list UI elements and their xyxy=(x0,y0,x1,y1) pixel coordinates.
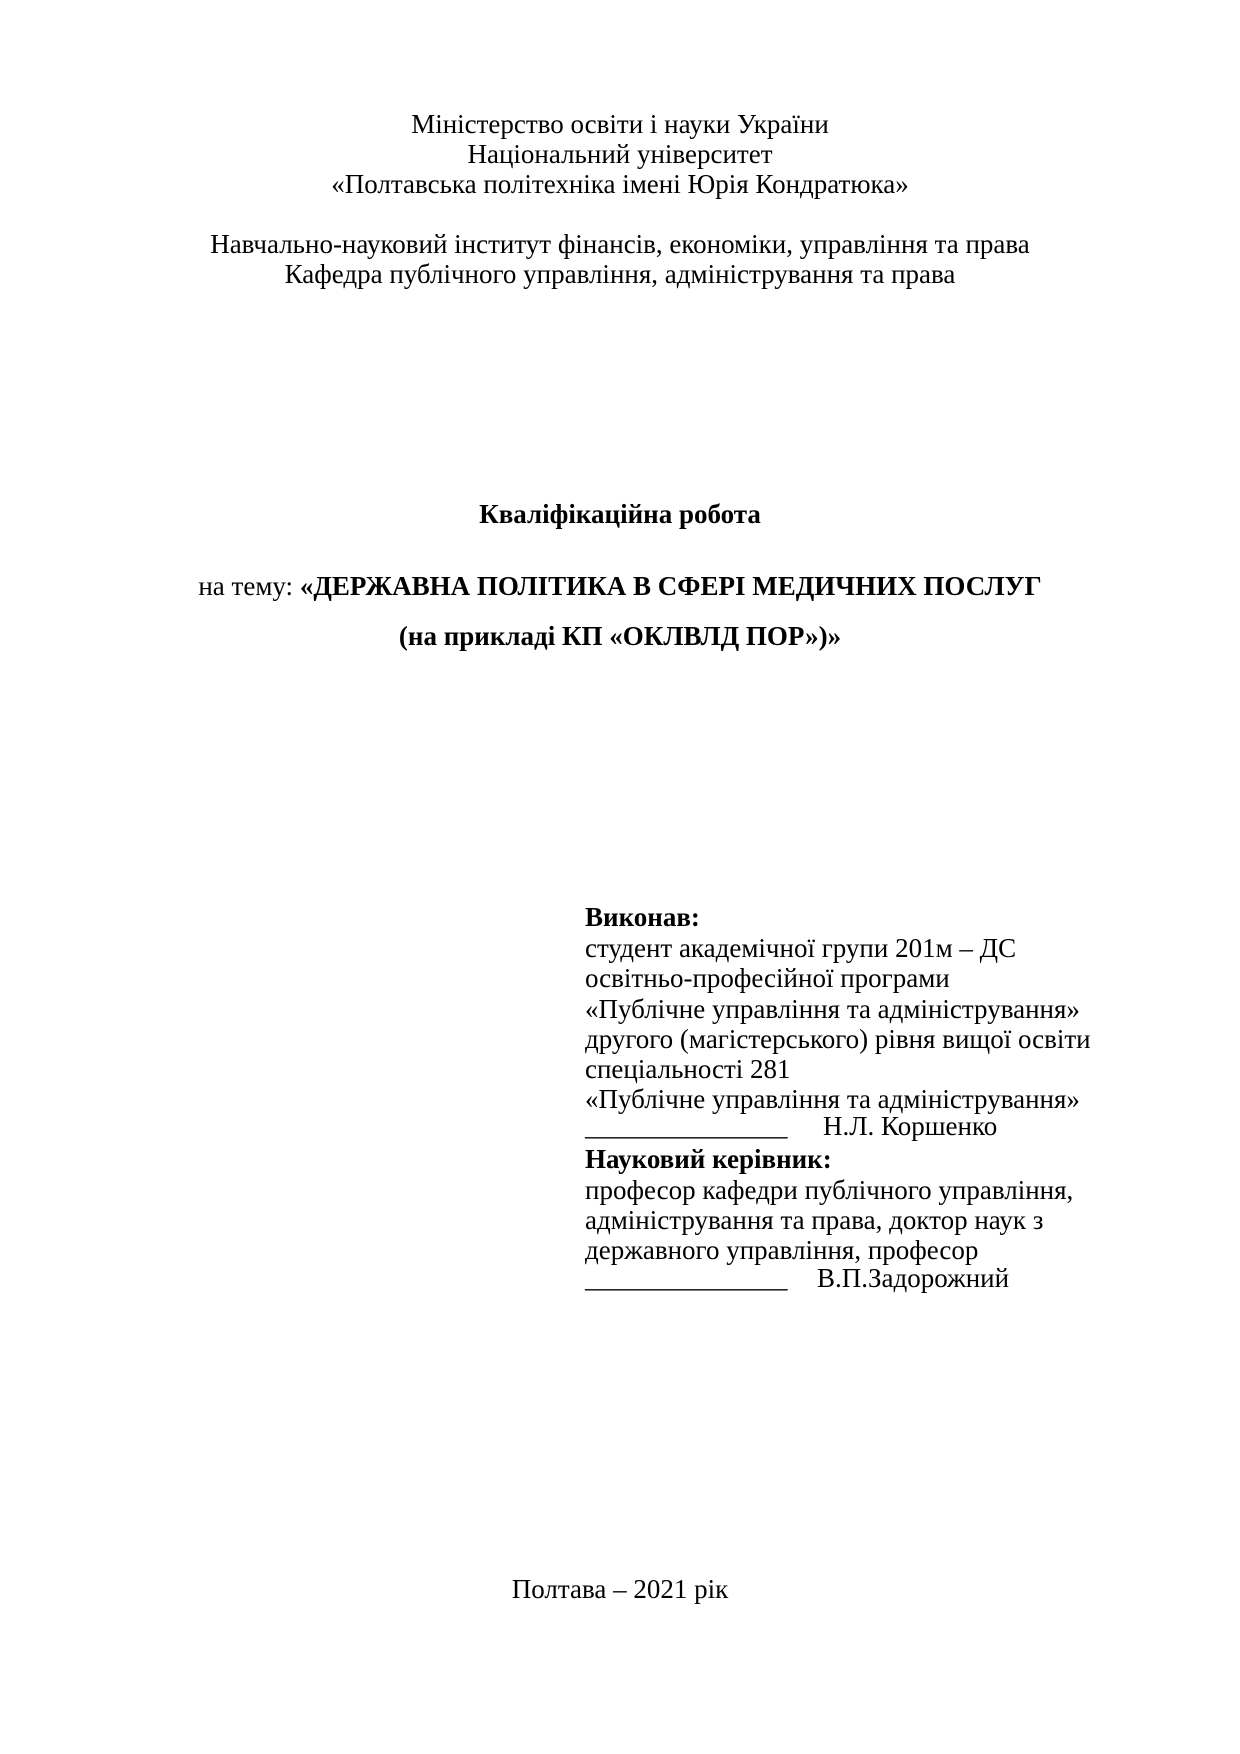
author-detail: «Публічне управління та адміністрування» xyxy=(585,1084,1080,1114)
signature-line: _______________ xyxy=(585,1111,788,1141)
supervisor-detail: державного управління, професор xyxy=(585,1235,979,1265)
author-signature-row xyxy=(585,1110,997,1142)
university-name: Національний університет xyxy=(467,139,773,169)
author-detail: студент академічної групи 201м – ДС xyxy=(585,933,1017,963)
topic-prefix: на тему: xyxy=(198,571,300,601)
topic-line-1 xyxy=(0,570,1240,602)
supervisor-label: Науковий керівник: xyxy=(585,1144,832,1174)
author-detail: «Публічне управління та адміністрування» xyxy=(585,994,1080,1024)
ministry-name: Міністерство освіти і науки України xyxy=(411,109,829,139)
author-label: Виконав: xyxy=(585,902,700,932)
supervisor-detail: адміністрування та права, доктор наук з xyxy=(585,1205,1044,1235)
university-full-name: «Полтавська політехніка імені Юрія Кондратюка» xyxy=(331,169,909,199)
supervisor-name: В.П.Задорожний xyxy=(817,1263,1010,1293)
city-year: Полтава – 2021 рік xyxy=(511,1574,729,1604)
author-detail: спеціальності 281 xyxy=(585,1054,791,1084)
work-type-heading: Кваліфікаційна робота xyxy=(479,499,761,529)
topic-title: «ДЕРЖАВНА ПОЛІТИКА В СФЕРІ МЕДИЧНИХ ПОСЛУГ xyxy=(299,571,1042,601)
topic-line-2: (на прикладі КП «ОКЛВЛД ПОР»)» xyxy=(398,621,842,651)
department-name: Кафедра публічного управління, адміністрування та права xyxy=(284,259,956,289)
author-name: Н.Л. Коршенко xyxy=(823,1111,998,1141)
author-detail: другого (магістерського) рівня вищої освіти xyxy=(585,1024,1091,1054)
supervisor-detail: професор кафедри публічного управління, xyxy=(585,1175,1074,1205)
signature-line: _______________ xyxy=(585,1263,788,1293)
institute-name: Навчально-науковий інститут фінансів, економіки, управління та права xyxy=(210,229,1030,259)
author-detail: освітньо-професійної програми xyxy=(585,963,950,993)
supervisor-signature-row xyxy=(585,1262,1009,1294)
